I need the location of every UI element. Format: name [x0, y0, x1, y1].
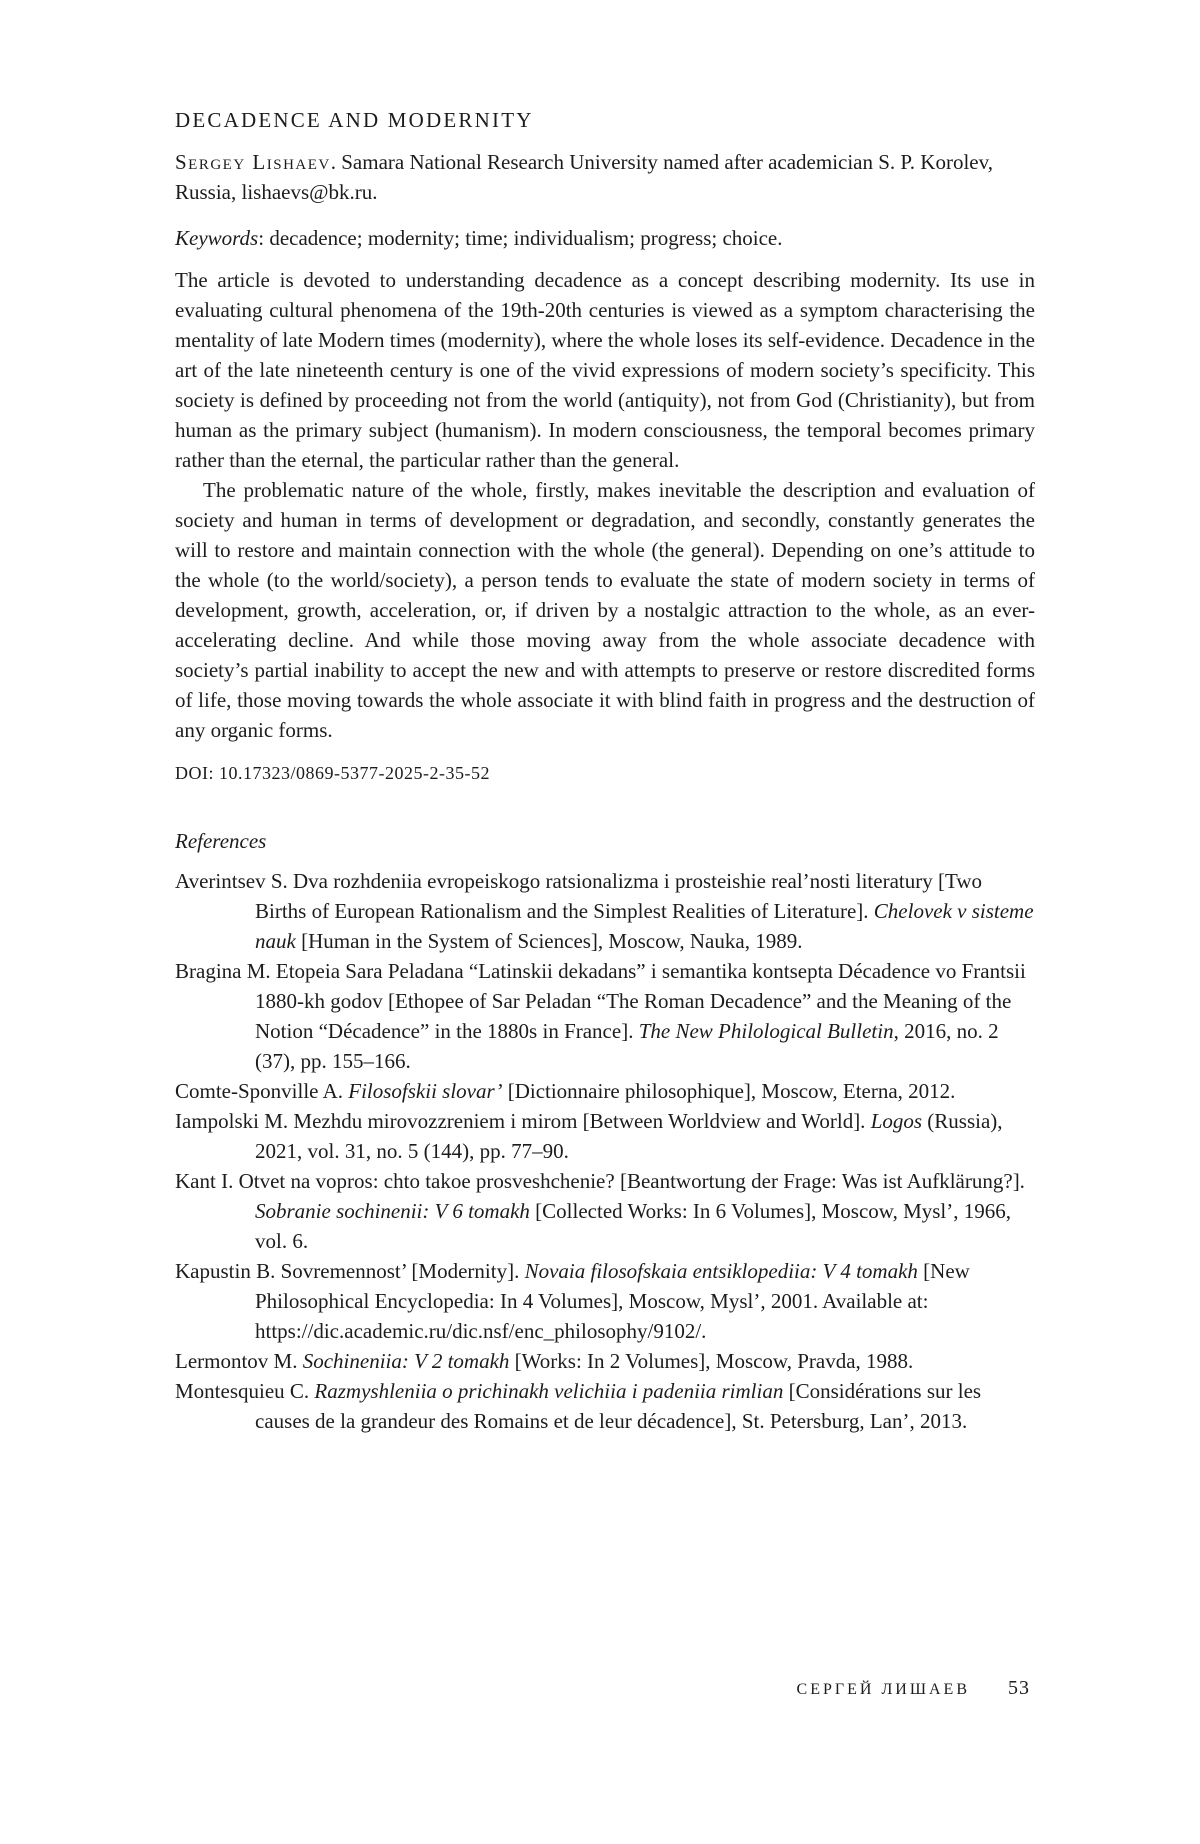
- page-number: 53: [1008, 1677, 1030, 1699]
- author-affiliation: . Samara National Research University named after academician S. P. Korolev, Russia, lishaevs@bk.ru.: [175, 150, 993, 204]
- abstract-paragraph-1: The article is devoted to understanding decadence as a concept describing modernity. Its use in evaluating cultural phenomena of the 19th-20th centuries is viewed as a symptom characterising the mentality of late Modern times (modernity), where the whole loses its self-evidence. Decadence in the art of the late nineteenth century is one of the vivid expressions of modern society’s specificity. This society is defined by proceeding not from the world (antiquity), not from God (Christianity), but from human as the primary subject (humanism). In modern consciousness, the temporal becomes primary rather than the eternal, the particular rather than the general.: [175, 268, 1035, 472]
- page-footer: [730, 1677, 1030, 1700]
- author-line: [175, 147, 1035, 207]
- references-list: [175, 866, 1035, 1436]
- reference-item: Kant I. Otvet na vopros: chto takoe prosveshchenie? [Beantwortung der Frage: Was ist Aufklärung?]. Sobranie sochinenii: V 6 tomakh [Collected Works: In 6 Volumes], Moscow, Mysl’, 1966, vol. 6.: [175, 1169, 1025, 1253]
- text-column: [175, 108, 1035, 1436]
- reference-item: Averintsev S. Dva rozhdeniia evropeiskogo ratsionalizma i prosteishie real’nosti literatury [Two Births of European Rationalism and the Simplest Realities of Literature]. Chelovek v sisteme nauk [Human in the System of Sciences], Moscow, Nauka, 1989.: [175, 869, 1034, 953]
- doi: DOI: 10.17323/0869-5377-2025-2-35-52: [175, 763, 490, 783]
- reference-item: Bragina M. Etopeia Sara Peladana “Latinskii dekadans” i semantika kontsepta Décadence vo Frantsii 1880-kh godov [Ethopee of Sar Peladan “The Roman Decadence” and the Meaning of the Notion “Décadence” in the 1880s in France]. The New Philological Bulletin, 2016, no. 2 (37), pp. 155–166.: [175, 959, 1026, 1073]
- keywords-text: : decadence; modernity; time; individualism; progress; choice.: [258, 226, 783, 250]
- abstract-paragraph-2: The problematic nature of the whole, firstly, makes inevitable the description and evaluation of society and human in terms of development or degradation, and secondly, constantly generates the will to restore and maintain connection with the whole (the general). Depending on one’s attitude to the whole (to the world/society), a person tends to evaluate the state of modern society in terms of development, growth, acceleration, or, if driven by a nostalgic attraction to the whole, as an ever-accelerating decline. And while those moving away from the whole associate decadence with society’s partial inability to accept the new and with attempts to preserve or restore discredited forms of life, those moving towards the whole associate it with blind faith in progress and the destruction of any organic forms.: [175, 478, 1035, 742]
- reference-item: Iampolski M. Mezhdu mirovozzreniem i mirom [Between Worldview and World]. Logos (Russia), 2021, vol. 31, no. 5 (144), pp. 77–90.: [175, 1109, 1003, 1163]
- keywords-label: Keywords: [175, 226, 259, 250]
- reference-item: Kapustin B. Sovremennost’ [Modernity]. Novaia filosofskaia entsiklopediia: V 4 tomakh [New Philosophical Encyclopedia: In 4 Volumes], Moscow, Mysl’, 2001. Available at: https://dic.academic.ru/dic.nsf/enc_philosophy/9102/.: [175, 1259, 970, 1343]
- keywords-line: [175, 223, 1035, 253]
- running-head: СЕРГЕЙ ЛИШАЕВ: [796, 1681, 970, 1698]
- reference-item: Comte-Sponville A. Filosofskii slovar’ [Dictionnaire philosophique], Moscow, Eterna, 2012.: [175, 1079, 956, 1103]
- article-title: DECADENCE AND MODERNITY: [175, 108, 534, 132]
- author-name: Sergey Lishaev: [175, 150, 331, 174]
- reference-item: Lermontov M. Sochineniia: V 2 tomakh [Works: In 2 Volumes], Moscow, Pravda, 1988.: [175, 1349, 914, 1373]
- reference-item: Montesquieu C. Razmyshleniia o prichinakh velichiia i padeniia rimlian [Considérations sur les causes de la grandeur des Romains et de leur décadence], St. Petersburg, Lan’, 2013.: [175, 1379, 982, 1433]
- references-heading: References: [175, 829, 267, 853]
- abstract: [175, 265, 1035, 745]
